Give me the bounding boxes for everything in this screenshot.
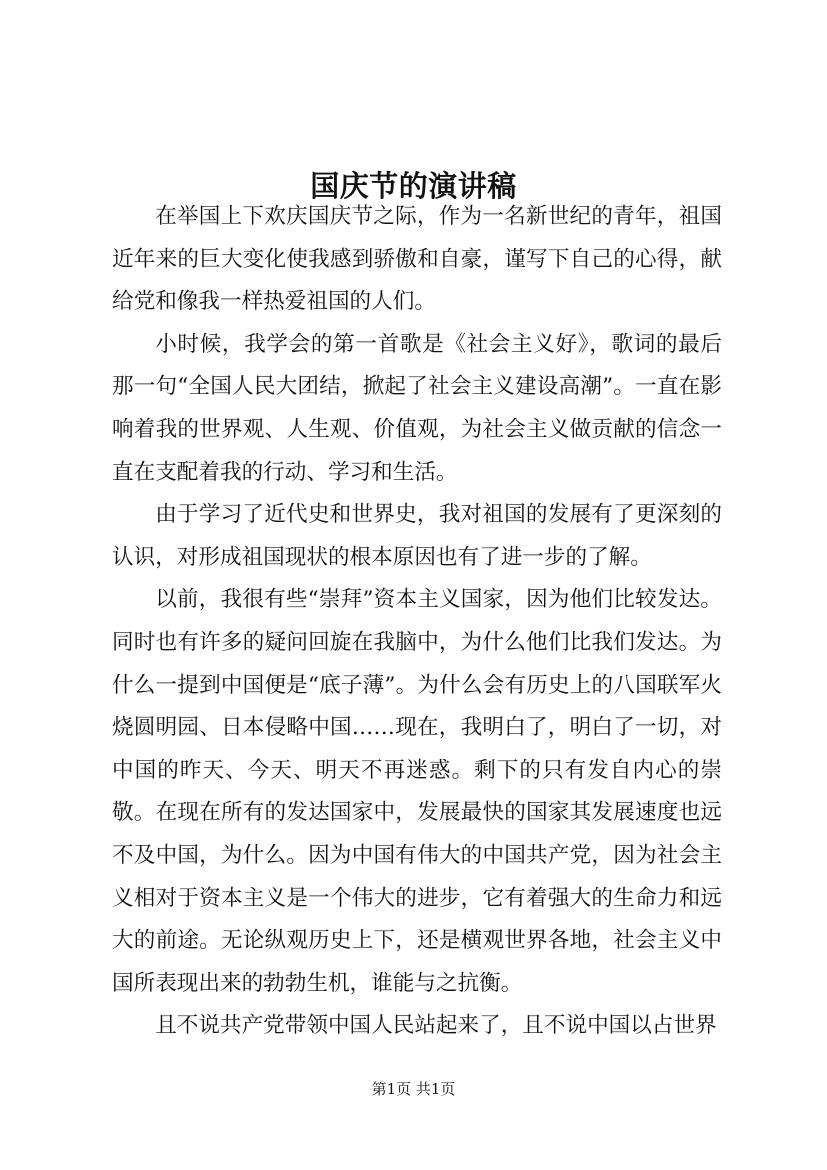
paragraph-5: 且不说共产党带领中国人民站起来了，且不说中国以占世界	[155, 1013, 717, 1039]
paragraph-4: 以前，我很有些“崇拜”资本主义国家，因为他们比较发达。同时也有许多的疑问回旋在我脑中，为什么他们比我们发达。为什么一提到中国便是“底子薄”。为什么会有历史上的八国联军火烧圆明园、日本侵略中国……现在，我明白了，明白了一切，对中国的昨天、今天、明天不再迷惑。剩下的只有发自内心的崇敬。在现在所有的发达国家中，发展最快的国家其发展速度也远不及中国，为什么。因为中国有伟大的中国共产党，因为社会主义相对于资本主义是一个伟大的进步，它有着强大的生命力和远大的前途。无论纵观历史上下，还是横观世界各地，社会主义中国所表现出来的勃勃生机，谁能与之抗衡。	[112, 587, 722, 996]
document-body	[112, 196, 722, 1048]
page-footer: 第1页 共1页	[371, 1080, 456, 1098]
paragraph-1: 在举国上下欢庆国庆节之际，作为一名新世纪的青年，祖国近年来的巨大变化使我感到骄傲和自豪，谨写下自己的心得，献给党和像我一样热爱祖国的人们。	[112, 204, 722, 315]
paragraph-3: 由于学习了近代史和世界史，我对祖国的发展有了更深刻的认识，对形成祖国现状的根本原因也有了进一步的了解。	[112, 502, 722, 570]
document-title: 国庆节的演讲稿	[310, 169, 517, 204]
paragraph-2: 小时候，我学会的第一首歌是《社会主义好》，歌词的最后那一句“全国人民大团结，掀起了社会主义建设高潮”。一直在影响着我的世界观、人生观、价值观，为社会主义做贡献的信念一直在支配着我的行动、学习和生活。	[112, 331, 722, 485]
